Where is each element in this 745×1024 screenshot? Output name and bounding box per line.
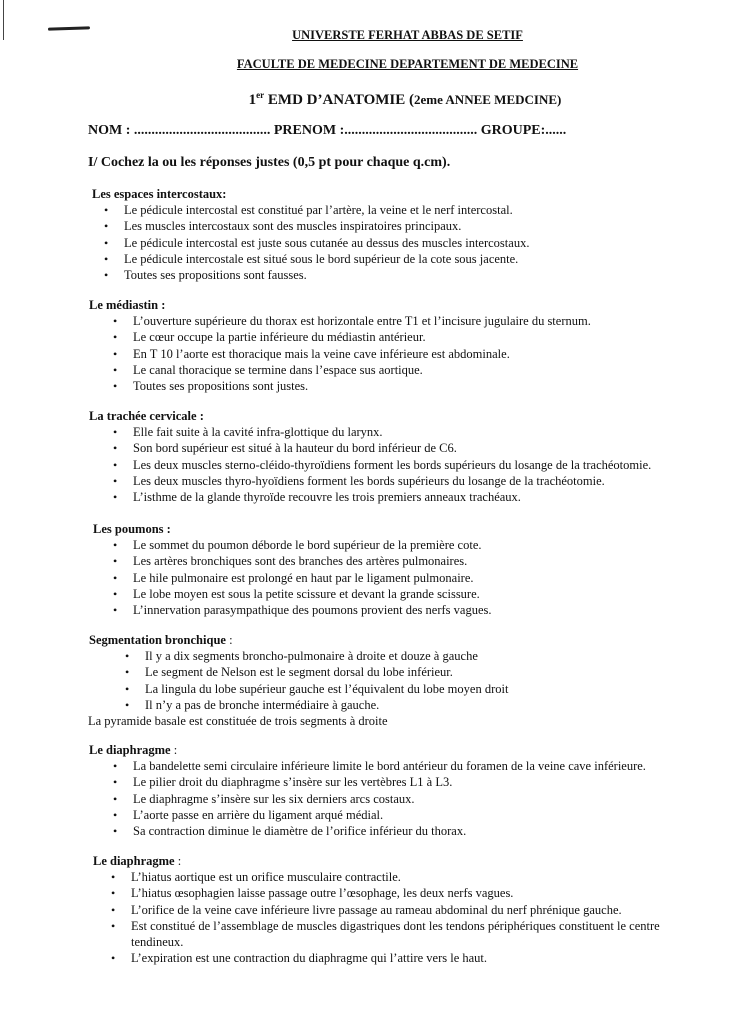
list-item: • L’orifice de la veine cave inférieure livre passage au rameau abdominal du nerf phrénique gauche. (131, 902, 706, 918)
list-item: • Les artères bronchiques sont des branches des artères pulmonaires. (133, 553, 491, 569)
section-title-colon: : (225, 633, 233, 647)
section-title-colon: : (170, 743, 178, 757)
student-id-line: NOM : ....................................... PRENOM :...................................... GROUPE:...... (88, 123, 567, 138)
list-item: • Son bord supérieur est situé à la hauteur du bord inférieur de C6. (133, 440, 651, 456)
list-item: • Il n’y a pas de bronche intermédiaire à gauche. (145, 697, 508, 713)
list-item: • L’expiration est une contraction du diaphragme qui l’attire vers le haut. (131, 950, 706, 966)
question-list (133, 313, 591, 394)
section-title: Les espaces intercostaux: (92, 187, 227, 201)
list-item: • Le diaphragme s’insère sur les six derniers arcs costaux. (133, 791, 646, 807)
section-title-text: Segmentation bronchique (89, 633, 226, 647)
list-item: • La lingula du lobe supérieur gauche est l’équivalent du lobe moyen droit (145, 681, 508, 697)
list-item: • L’isthme de la glande thyroïde recouvre les trois premiers anneaux trachéaux. (133, 489, 651, 505)
section-diaphragme-2 (93, 853, 706, 966)
list-item: • Le pédicule intercostal est constitué par l’artère, la veine et le nerf intercostal. (124, 202, 529, 218)
list-item: • Il y a dix segments broncho-pulmonaire à droite et douze à gauche (145, 648, 508, 664)
list-item: • L’ouverture supérieure du thorax est horizontale entre T1 et l’incisure jugulaire du sternum. (133, 313, 591, 329)
list-item: • Le hile pulmonaire est prolongé en haut par le ligament pulmonaire. (133, 570, 491, 586)
list-item: • Le pédicule intercostale est situé sous le bord supérieur de la cote sous jacente. (124, 251, 529, 267)
question-list (133, 537, 491, 618)
list-item: • Le sommet du poumon déborde le bord supérieur de la première cote. (133, 537, 491, 553)
exam-title-superscript: er (256, 90, 265, 100)
section-trachee-cervicale (89, 408, 651, 505)
exam-title-main: EMD D’ANATOMIE ( (264, 92, 415, 108)
question-list (133, 758, 646, 839)
list-item: • Les deux muscles sterno-cléido-thyroïdiens forment les bords supérieurs du losange de la trachéotomie. (133, 457, 651, 473)
list-item: • Les muscles intercostaux sont des muscles inspiratoires principaux. (124, 218, 529, 234)
list-item: • Le segment de Nelson est le segment dorsal du lobe inférieur. (145, 664, 508, 680)
exam-title (0, 90, 745, 109)
list-item: • Toutes ses propositions sont justes. (133, 378, 591, 394)
university-name: UNIVERSTE FERHAT ABBAS DE SETIF (292, 28, 523, 42)
list-item: • L’hiatus œsophagien laisse passage outre l’œsophage, les deux nerfs vagues. (131, 885, 706, 901)
question-list (145, 648, 508, 713)
question-list (131, 869, 706, 966)
list-item: • Toutes ses propositions sont fausses. (124, 267, 529, 283)
section-poumons (93, 521, 491, 618)
question-list (124, 202, 529, 283)
section-title: Le médiastin : (89, 298, 166, 312)
section-title (93, 853, 706, 869)
list-item: • L’hiatus aortique est un orifice musculaire contractile. (131, 869, 706, 885)
scan-edge-mark (3, 0, 4, 40)
list-item: • La bandelette semi circulaire inférieure limite le bord antérieur du foramen de la veine cave inférieure. (133, 758, 646, 774)
list-item: • L’aorte passe en arrière du ligament arqué médial. (133, 807, 646, 823)
trailing-item: La pyramide basale est constituée de trois segments à droite (88, 714, 388, 729)
section-title: Les poumons : (93, 522, 171, 536)
section-segmentation-bronchique (89, 632, 508, 729)
section-title-colon: : (174, 854, 182, 868)
section-espaces-intercostaux (92, 186, 529, 283)
list-item: • Le canal thoracique se termine dans l’espace sus aortique. (133, 362, 591, 378)
instruction: I/ Cochez la ou les réponses justes (0,5 pt pour chaque q.cm). (88, 155, 451, 170)
list-item: • Le lobe moyen est sous la petite scissure et devant la grande scissure. (133, 586, 491, 602)
list-item: • Le pédicule intercostal est juste sous cutanée au dessus des muscles intercostaux. (124, 235, 529, 251)
question-list (133, 424, 651, 505)
list-item: • Est constitué de l’assemblage de muscles digastriques dont les tendons périphériques constituent le centre tendineux. (131, 918, 706, 950)
list-item: • En T 10 l’aorte est thoracique mais la veine cave inférieure est abdominale. (133, 346, 591, 362)
section-title (89, 742, 646, 758)
exam-title-number: 1 (248, 92, 257, 108)
list-item: • L’innervation parasympathique des poumons provient des nerfs vagues. (133, 602, 491, 618)
section-title-text: Le diaphragme (89, 743, 171, 757)
faculty-name: FACULTE DE MEDECINE DEPARTEMENT DE MEDECINE (236, 57, 579, 71)
section-mediastin (89, 297, 591, 394)
list-item: • Elle fait suite à la cavité infra-glottique du larynx. (133, 424, 651, 440)
exam-title-year: 2eme ANNEE MEDCINE) (414, 92, 562, 107)
section-title: La trachée cervicale : (89, 409, 204, 423)
list-item: • Les deux muscles thyro-hyoïdiens forment les bords supérieurs du losange de la trachéotomie. (133, 473, 651, 489)
section-title-text: Le diaphragme (93, 854, 175, 868)
section-title (89, 632, 508, 648)
list-item: • Le pilier droit du diaphragme s’insère sur les vertèbres L1 à L3. (133, 774, 646, 790)
list-item: • Sa contraction diminue le diamètre de l’orifice inférieur du thorax. (133, 823, 646, 839)
list-item: • Le cœur occupe la partie inférieure du médiastin antérieur. (133, 329, 591, 345)
section-diaphragme-1 (89, 742, 646, 839)
